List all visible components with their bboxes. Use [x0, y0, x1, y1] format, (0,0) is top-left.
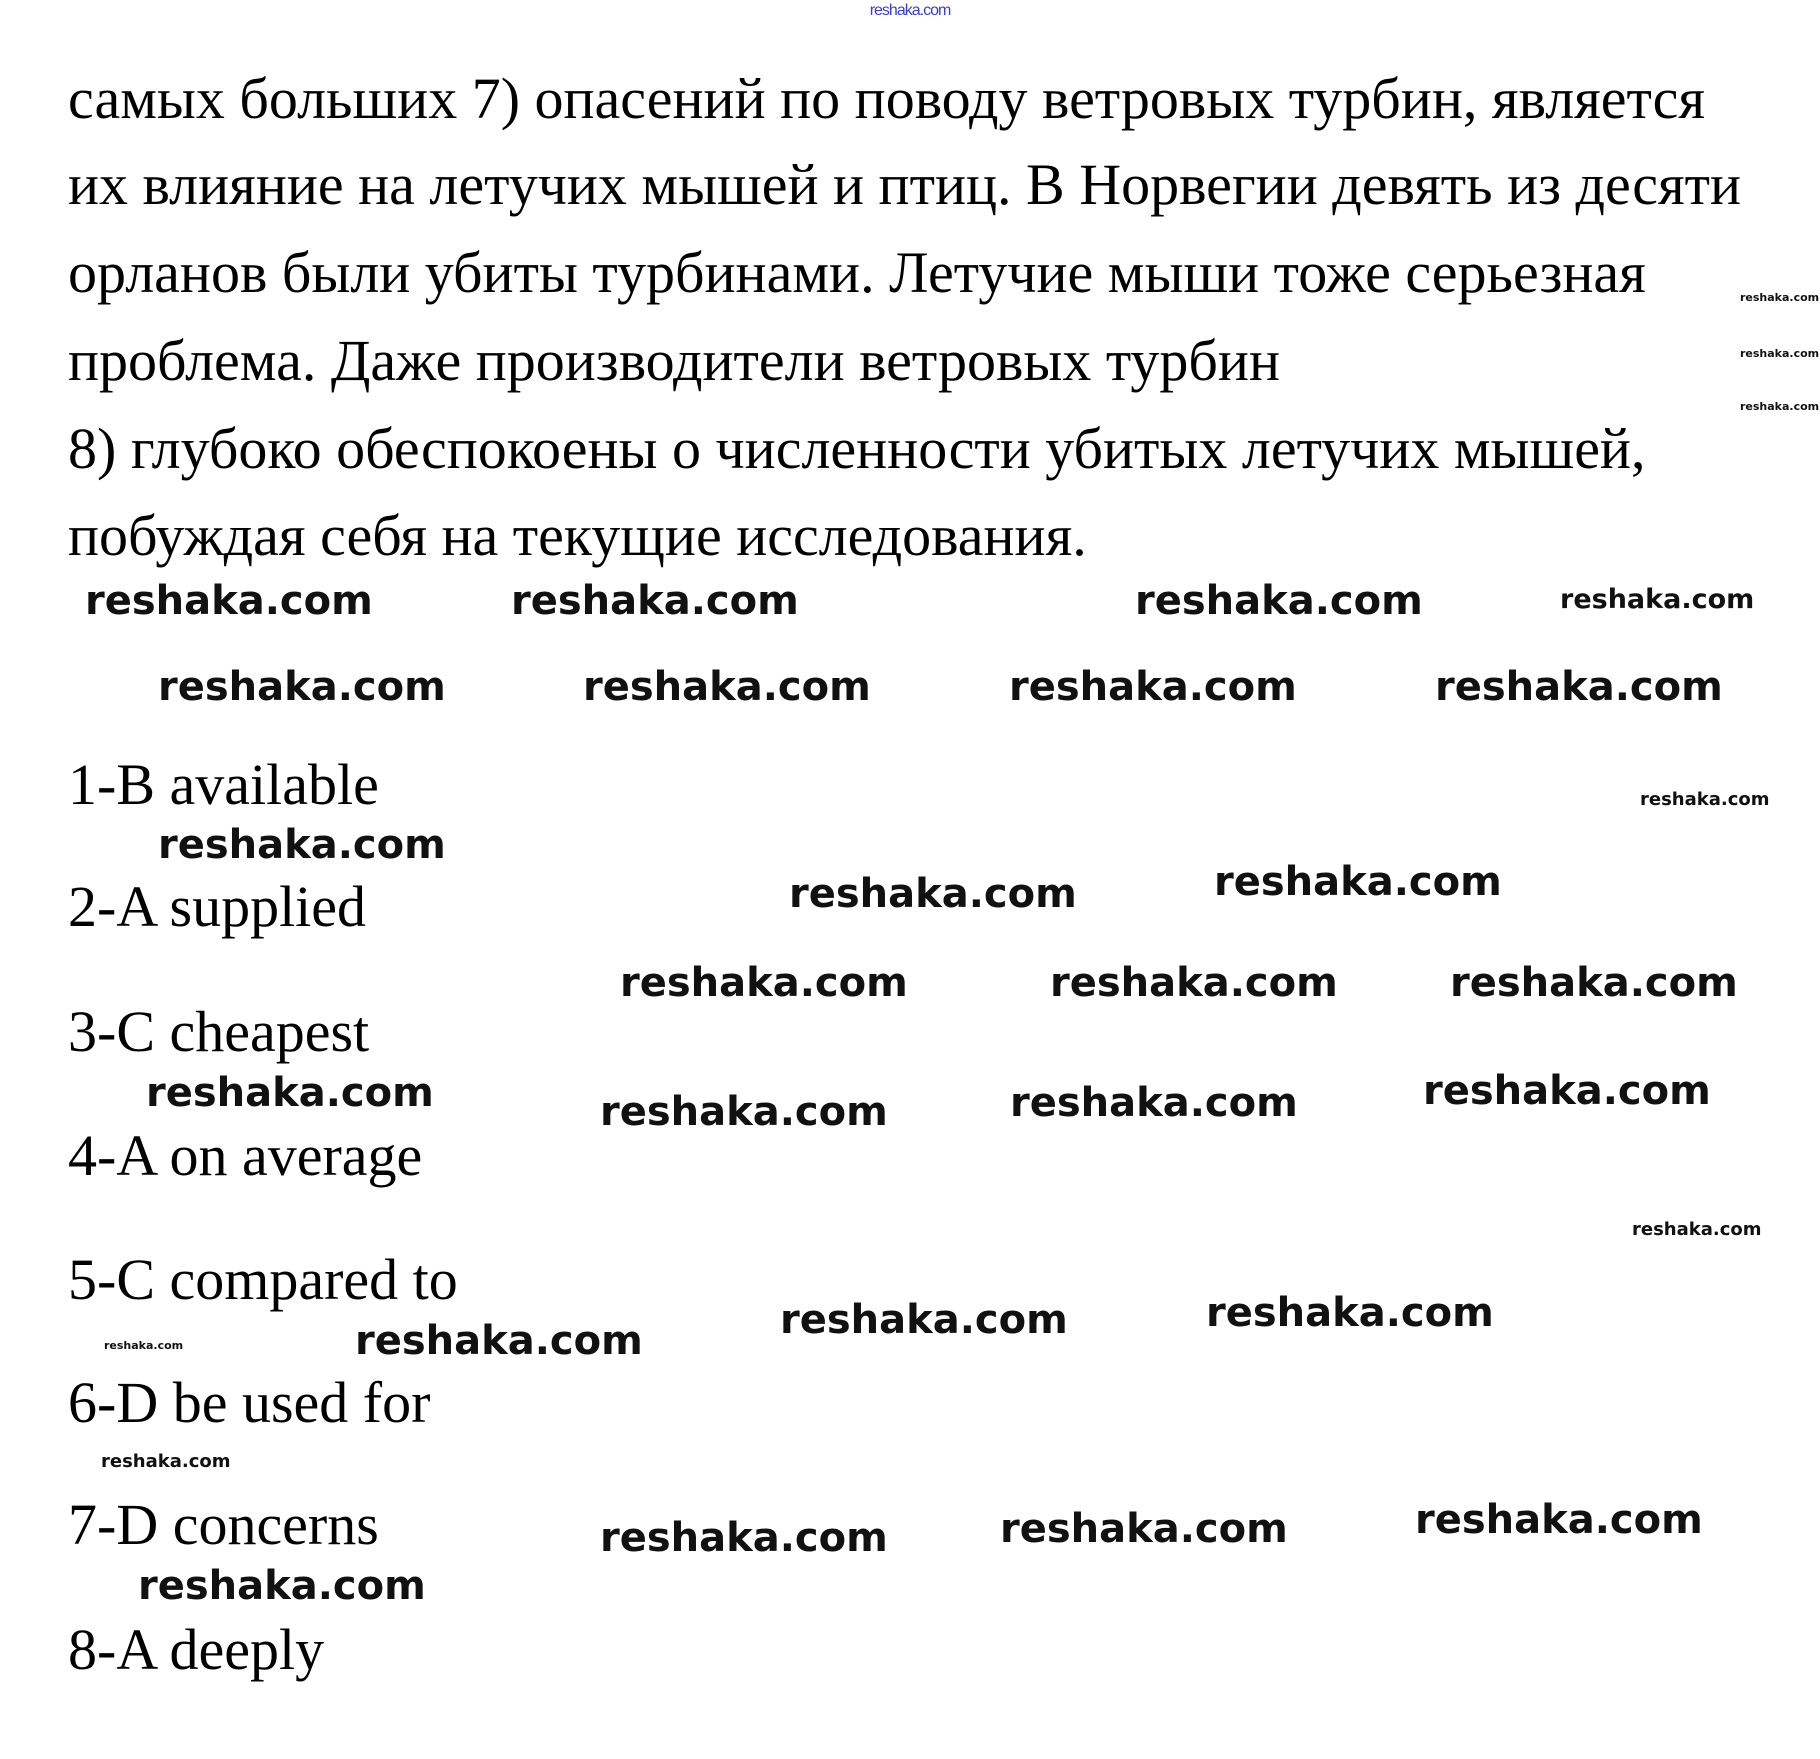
watermark: reshaka.com	[1740, 400, 1820, 413]
answer-item: 6-D be used for	[68, 1370, 431, 1435]
watermark: reshaka.com	[789, 871, 1077, 917]
watermark: reshaka.com	[158, 664, 446, 710]
watermark: reshaka.com	[146, 1070, 434, 1116]
watermark: reshaka.com	[85, 578, 373, 624]
watermark: reshaka.com	[1632, 1219, 1762, 1240]
watermark: reshaka.com	[101, 1451, 231, 1472]
watermark: reshaka.com	[104, 1339, 184, 1352]
answer-item: 7-D concerns	[68, 1492, 379, 1557]
watermark: reshaka.com	[1010, 1080, 1298, 1126]
paragraph-line: побуждая себя на текущие исследования.	[68, 503, 1087, 568]
watermark: reshaka.com	[1435, 664, 1723, 710]
watermark: reshaka.com	[1740, 347, 1820, 360]
watermark: reshaka.com	[600, 1089, 888, 1135]
answer-item: 8-A deeply	[68, 1617, 325, 1682]
watermark: reshaka.com	[1135, 578, 1423, 624]
paragraph-line: самых больших 7) опасений по поводу ветровых турбин, является	[68, 66, 1706, 131]
watermark: reshaka.com	[1009, 664, 1297, 710]
watermark: reshaka.com	[1000, 1506, 1288, 1552]
watermark: reshaka.com	[1423, 1068, 1711, 1114]
paragraph-line: 8) глубоко обеспокоены о численности убитых летучих мышей,	[68, 416, 1646, 481]
paragraph-line: орланов были убиты турбинами. Летучие мыши тоже серьезная	[68, 240, 1646, 305]
answer-item: 2-A supplied	[68, 874, 367, 939]
watermark: reshaka.com	[620, 960, 908, 1006]
watermark: reshaka.com	[1740, 291, 1820, 304]
paragraph-line: их влияние на летучих мышей и птиц. В Норвегии девять из десяти	[68, 152, 1742, 217]
answer-item: 5-C compared to	[68, 1247, 458, 1312]
watermark: reshaka.com	[511, 578, 799, 624]
watermark: reshaka.com	[1206, 1290, 1494, 1336]
watermark: reshaka.com	[355, 1318, 643, 1364]
answer-item: 4-A on average	[68, 1123, 423, 1188]
watermark: reshaka.com	[1214, 859, 1502, 905]
watermark: reshaka.com	[1560, 584, 1755, 615]
watermark: reshaka.com	[780, 1297, 1068, 1343]
watermark: reshaka.com	[158, 822, 446, 868]
watermark: reshaka.com	[1050, 960, 1338, 1006]
watermark: reshaka.com	[600, 1515, 888, 1561]
site-header-link[interactable]: reshaka.com	[869, 2, 951, 19]
answer-item: 3-C cheapest	[68, 999, 370, 1064]
watermark: reshaka.com	[138, 1563, 426, 1609]
answer-item: 1-B available	[68, 752, 379, 817]
paragraph-line: проблема. Даже производители ветровых турбин	[68, 328, 1280, 393]
watermark: reshaka.com	[1415, 1497, 1703, 1543]
watermark: reshaka.com	[1450, 960, 1738, 1006]
watermark: reshaka.com	[583, 664, 871, 710]
watermark: reshaka.com	[1640, 789, 1770, 810]
